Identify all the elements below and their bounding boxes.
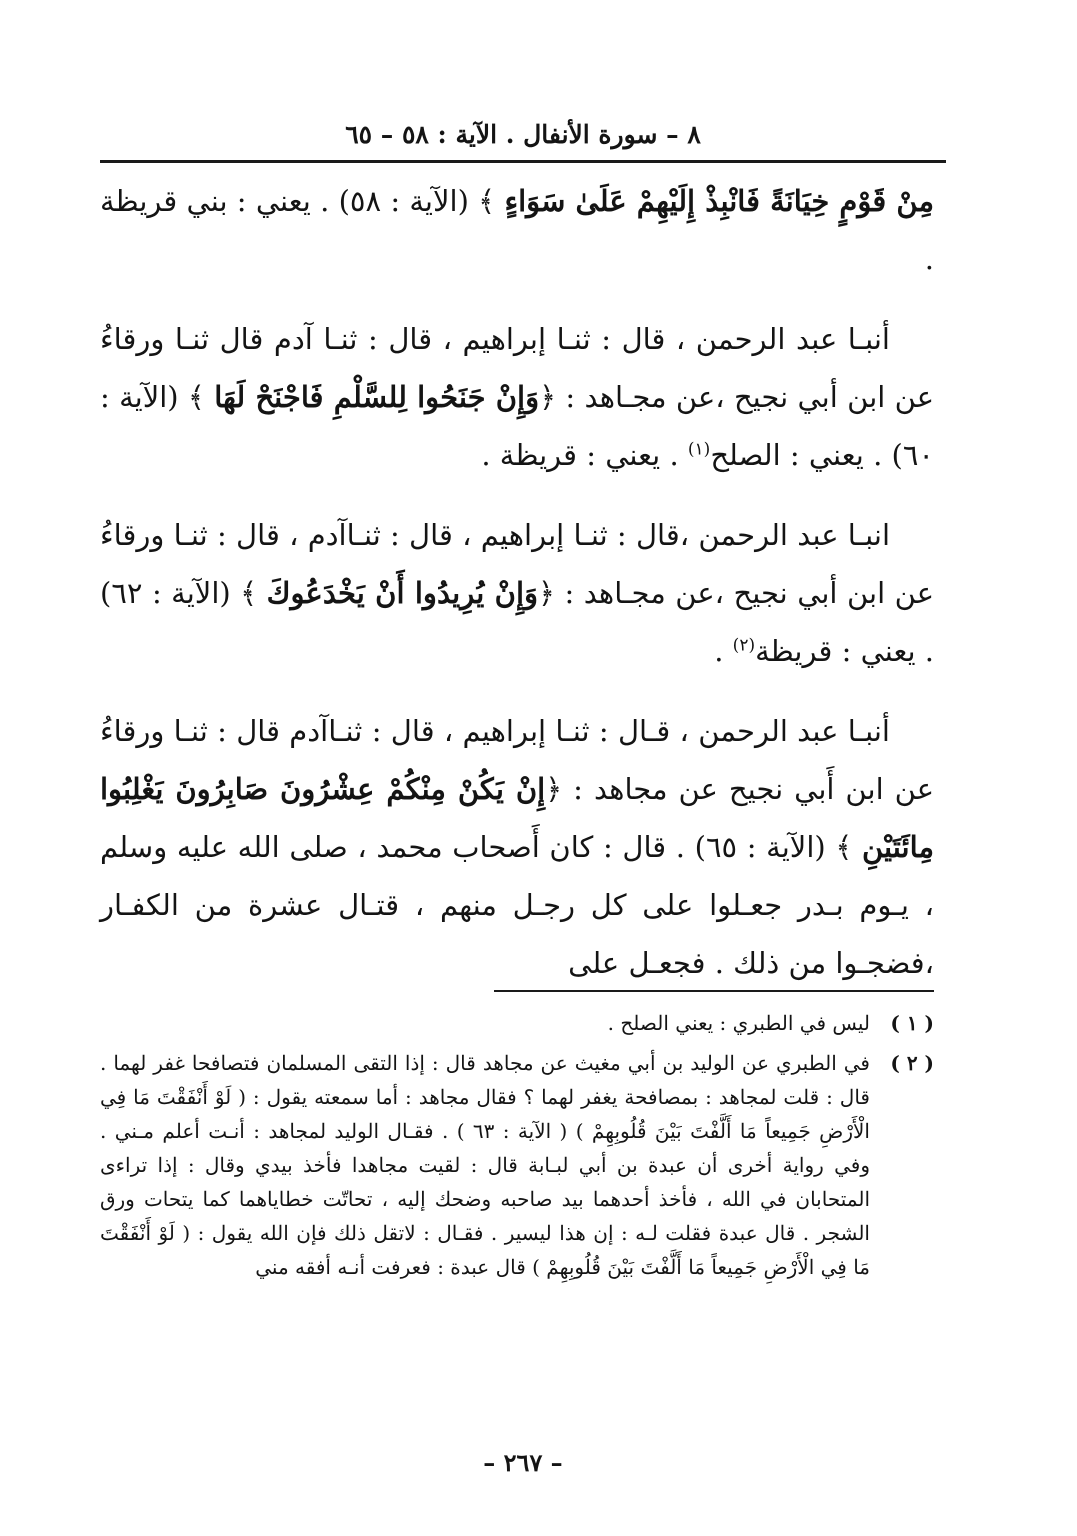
footnote-marker-2[interactable]: (٢) <box>732 635 756 656</box>
paragraph-4 <box>100 702 934 992</box>
footnotes-rule <box>494 990 934 992</box>
paragraph-2-end: . يعني : قريظة . <box>481 438 688 472</box>
quran-verse-60: وَإِنْ جَنَحُوا لِلسَّلْمِ فَاجْنَحْ لَهَا <box>214 380 540 414</box>
footnote-2 <box>100 1046 934 1284</box>
paragraph-1-text: ﴾ (الآية : ٥٨) . يعني : بني قريظة . <box>100 184 934 276</box>
footnote-2-text: في الطبري عن الوليد بن أبي مغيث عن مجاهد قال : إذا التقى المسلمان فتصافحا غفر لهما . قال : قلت لمجاهد : بمصافحة يغفر لهما ؟ فقال مجاهد : أما سمعته يقول : ( لَوْ أَنْفَقْتَ مَا فِي الْأَرْضِ جَمِيعاً مَا أَلَّفْتَ بَيْنَ قُلُوبِهِمْ ) ( الآية : ٦٣ ) . فقـال الوليد لمجاهد : أنـت أعلم مـني . وفي رواية أخرى أن عبدة بن أبي لبـابة قال : لقيت مجاهدا فأخذ بيدي وقال : إذا تراءى المتحابان في الله ، فأخذ أحدهما بيد صاحبه وضحك إليه ، تحاتّت خطاياهما كما يتحات ورق الشجر . قال عبدة فقلت لـه : إن هذا ليسير . فقـال : لاتقل ذلك فإن الله يقول : ( لَوْ أَنْفَقْتَ مَا فِي الْأَرْضِ جَمِيعاً مَا أَلَّفْتَ بَيْنَ قُلُوبِهِمْ ) قال عبدة : فعرفت أنـه أفقه مني <box>100 1051 870 1279</box>
paragraph-2-isnad: أنبـا عبد الرحمن ، قال : ثنـا إبراهيم ، قال : ثنـا آدم قال ثنـا ورقاءُ عن ابن أبي نجيح ،عن مجـاهد : ﴿ <box>100 322 935 414</box>
paragraph-1 <box>100 172 934 288</box>
quran-verse-65: إِنْ يَكُنْ مِنْكُمْ عِشْرُونَ صَابِرُونَ يَغْلِبُوا مِائَتَيْنِ <box>100 772 934 864</box>
paragraph-3-end: . <box>714 634 733 668</box>
quran-verse-62: وَإِنْ يُرِيدُوا أَنْ يَخْدَعُوكَ <box>266 576 539 610</box>
footnote-1-text: ليس في الطبري : يعني الصلح . <box>607 1011 870 1035</box>
main-text <box>100 172 934 1014</box>
paragraph-3 <box>100 506 934 680</box>
header-rule <box>100 160 946 163</box>
paragraph-3-text: ﴾ (الآية : ٦٢) . يعني : قريظة <box>100 576 934 668</box>
footnote-1-number: ( ١ ) <box>890 1011 934 1035</box>
paragraph-2 <box>100 310 934 484</box>
page-number: – ٢٦٧ – <box>483 1448 563 1477</box>
footnote-marker-1[interactable]: (١) <box>687 439 711 460</box>
footnotes <box>100 1006 934 1290</box>
paragraph-4-isnad: أنبـا عبد الرحمن ، قـال : ثنـا إبراهيم ، قال : ثنـاآدم قال : ثنـا ورقاءُ عن ابن أَبي نجيح عن مجاهد : ﴿ <box>100 714 935 806</box>
paragraph-3-isnad: انبـا عبد الرحمن ،قال : ثنـا إبراهيم ، قال : ثنـاآدم ، قال : ثنـا ورقاءُ عن ابن أبي نجيح ،عن مجـاهد : ﴿ <box>100 518 935 610</box>
footnote-2-number: ( ٢ ) <box>890 1051 934 1075</box>
paragraph-2-text: ﴾ (الآية : ٦٠) . يعني : الصلح <box>100 380 934 472</box>
footnote-1 <box>100 1006 934 1040</box>
paragraph-4-text: ﴾ (الآية : ٦٥) . قال : كان أَصحاب محمد ، صلى الله عليه وسلم ، يـوم بـدر جعـلوا على كل رجـل منهم ، قتـال عشرة من الكفـار ،فضجـوا من ذلك . فجعـل على <box>100 830 934 980</box>
running-header: ٨ – سورة الأنفال . الآية : ٥٨ – ٦٥ <box>345 120 701 149</box>
quran-verse-58: مِنْ قَوْمٍ خِيَانَةً فَانْبِذْ إِلَيْهِمْ عَلَىٰ سَوَاءٍ <box>504 184 934 218</box>
